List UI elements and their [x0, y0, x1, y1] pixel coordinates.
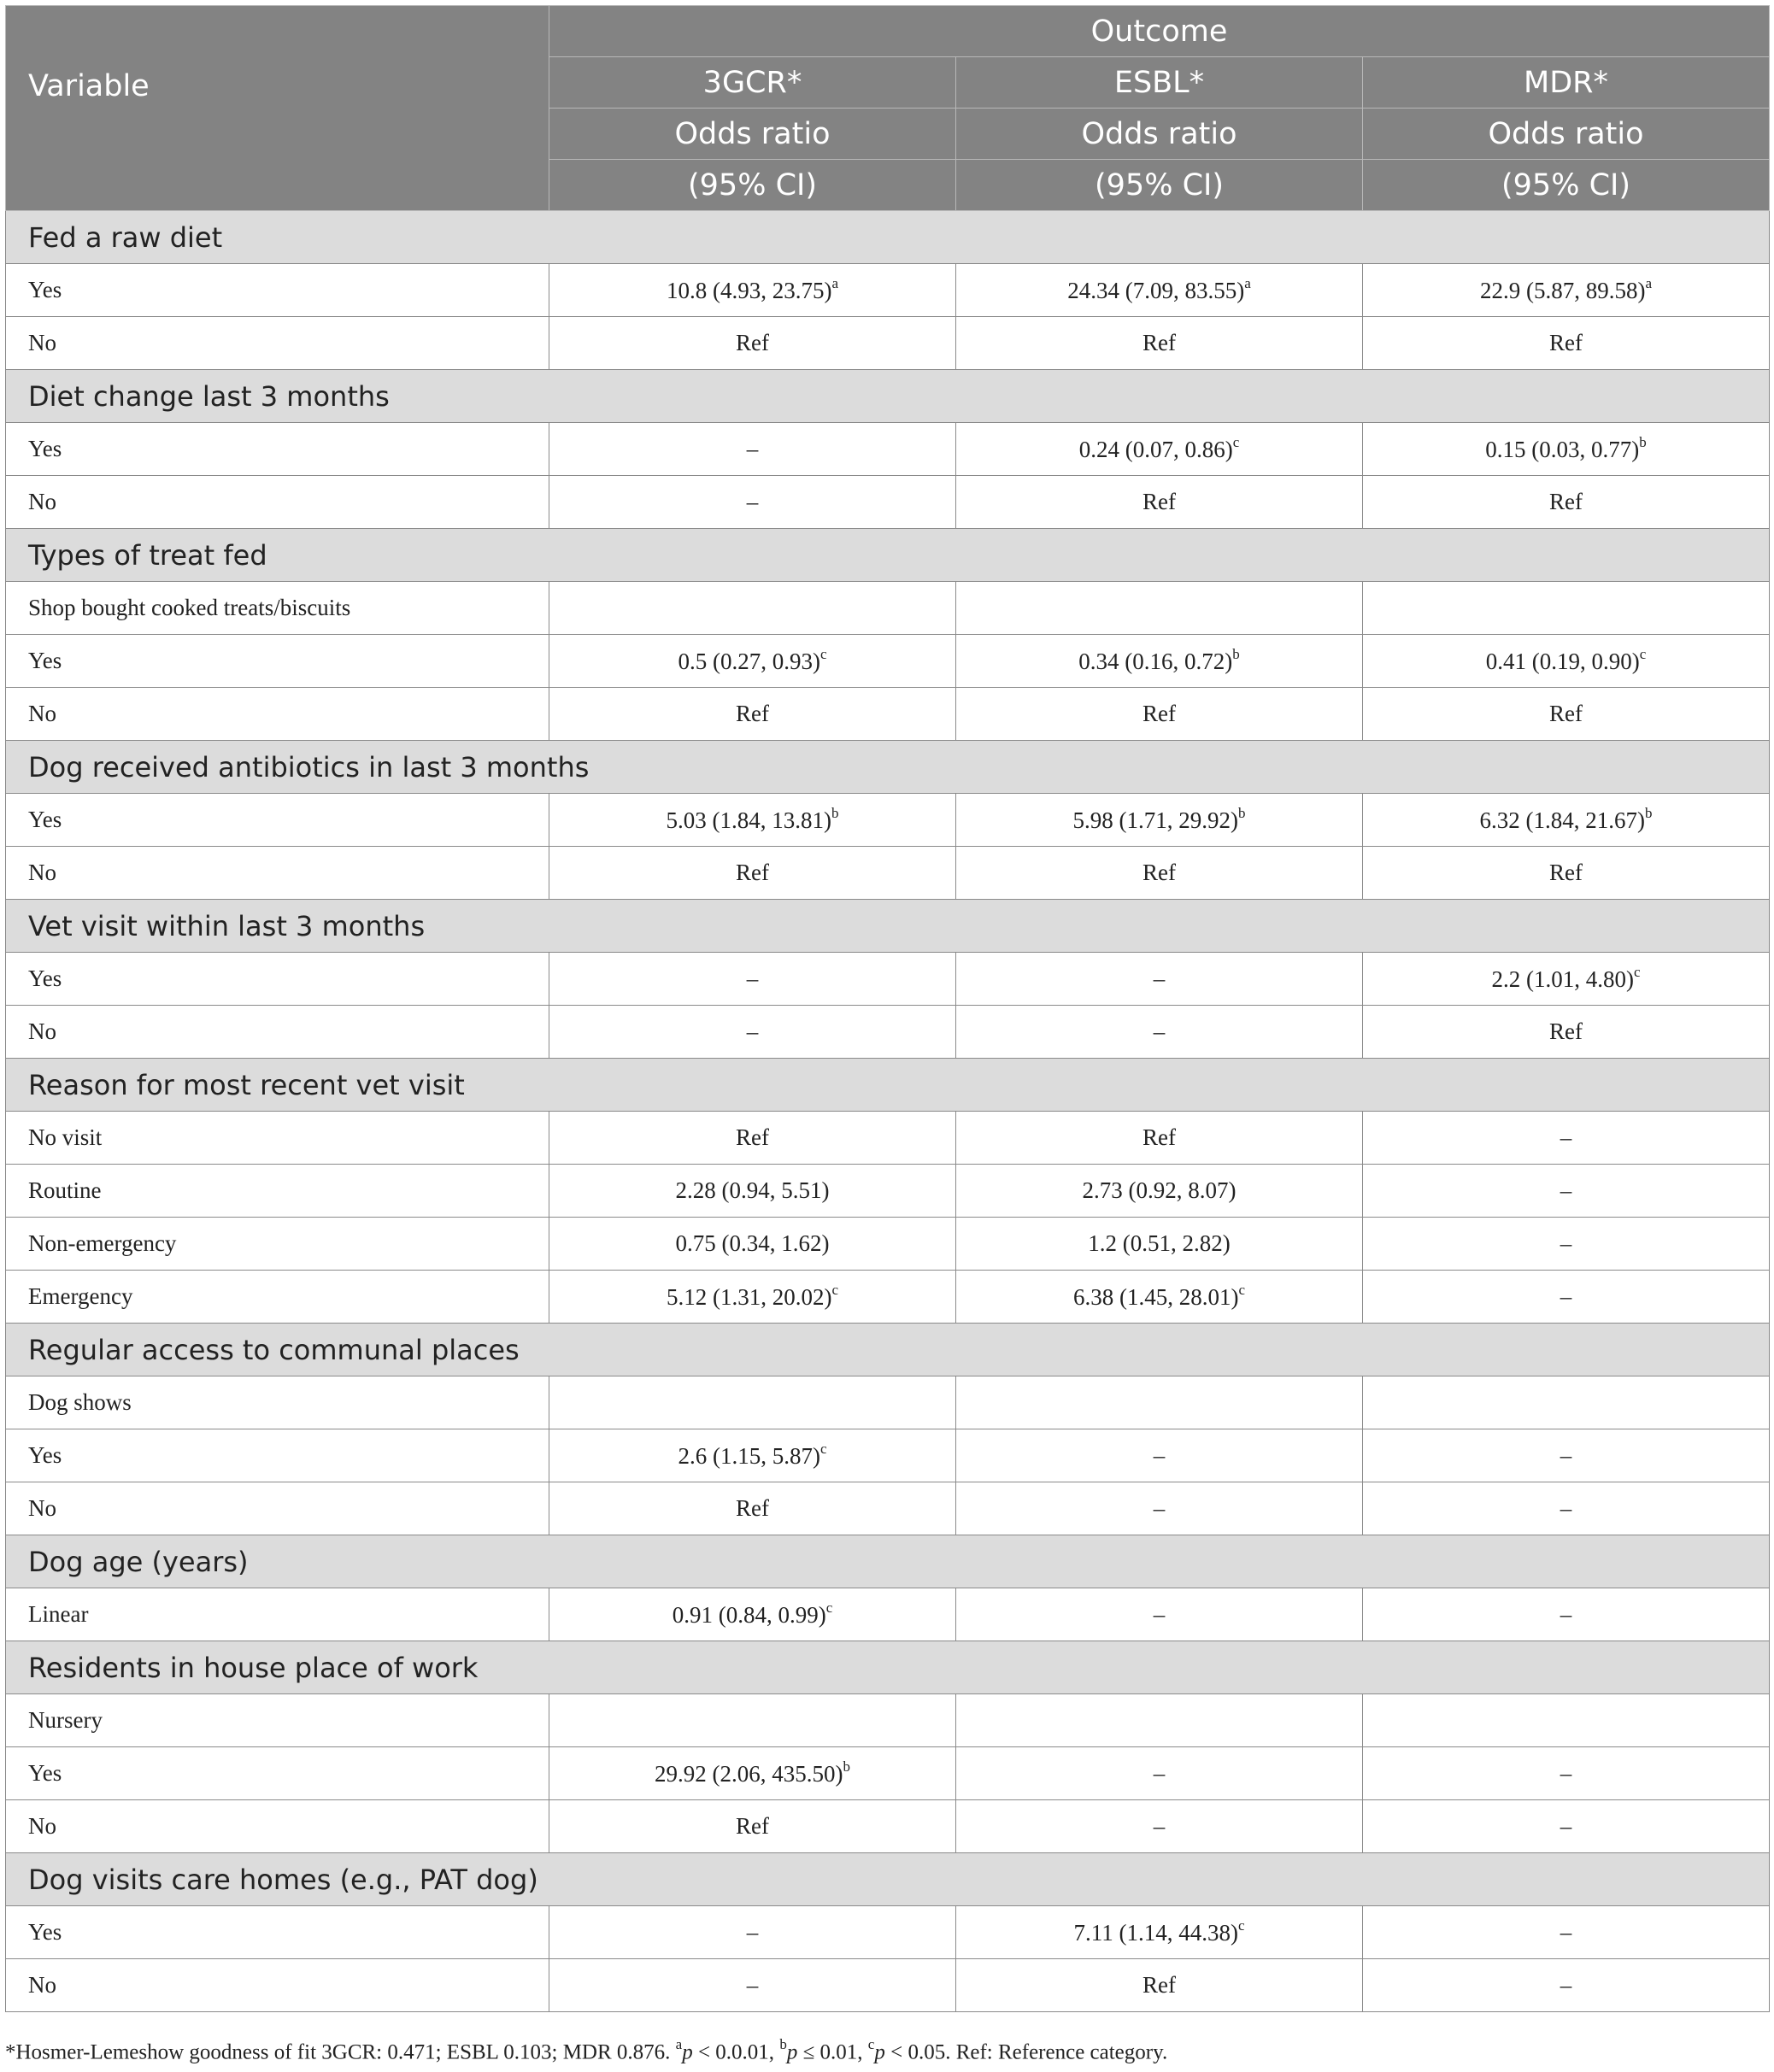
cell-value: 0.75 (0.34, 1.62) [675, 1230, 830, 1256]
cell-value: 6.32 (1.84, 21.67) [1479, 807, 1645, 833]
table-cell [549, 1165, 956, 1218]
table-row [6, 1218, 1770, 1271]
row-label: Nursery [6, 1694, 549, 1747]
row-label: Yes [6, 1747, 549, 1800]
cell-value: Ref [1143, 701, 1176, 726]
footnote-p: p [682, 2040, 693, 2064]
footnote-text: < 0.0.01, [692, 2040, 780, 2064]
significance-marker: b [831, 804, 839, 821]
section-row [6, 1535, 1770, 1588]
table-cell [1363, 317, 1770, 370]
section-label: Residents in house place of work [6, 1641, 1770, 1694]
cell-value: Ref [736, 701, 769, 726]
cell-value: 29.92 (2.06, 435.50) [655, 1760, 843, 1787]
cell-value: 2.73 (0.92, 8.07) [1082, 1177, 1237, 1203]
table-row [6, 794, 1770, 847]
cell-value: – [1560, 1601, 1572, 1627]
column-header-mdr: MDR* [1363, 57, 1770, 109]
table-row [6, 423, 1770, 476]
row-label: Yes [6, 635, 549, 688]
table-row [6, 476, 1770, 529]
row-label: No [6, 1006, 549, 1059]
table-cell [956, 847, 1363, 900]
cell-value: Ref [1549, 860, 1583, 885]
cell-value: – [746, 1919, 759, 1945]
cell-value: 5.12 (1.31, 20.02) [666, 1283, 832, 1310]
cell-value: – [746, 436, 759, 461]
row-label: No [6, 847, 549, 900]
cell-value: Ref [736, 1495, 769, 1521]
table-cell [1363, 1694, 1770, 1747]
significance-marker: c [1633, 963, 1641, 980]
cell-value: 0.15 (0.03, 0.77) [1485, 436, 1640, 462]
section-row [6, 741, 1770, 794]
table-row [6, 1429, 1770, 1482]
table-row [6, 264, 1770, 317]
column-header-esbl: ESBL* [956, 57, 1363, 109]
table-cell [549, 264, 956, 317]
row-label: No [6, 688, 549, 741]
table-cell [956, 1271, 1363, 1324]
table-row [6, 1747, 1770, 1800]
cell-value: 6.38 (1.45, 28.01) [1072, 1283, 1239, 1310]
table-cell [549, 1959, 956, 2012]
table-row [6, 1906, 1770, 1959]
table-row [6, 953, 1770, 1006]
table-cell [1363, 1906, 1770, 1959]
table-cell [956, 582, 1363, 635]
table-row [6, 847, 1770, 900]
footnote-p: p [874, 2040, 885, 2064]
ci-label: (95% CI) [549, 160, 956, 211]
table-cell [956, 1429, 1363, 1482]
table-cell [1363, 1959, 1770, 2012]
row-label: No [6, 1959, 549, 2012]
row-label: Yes [6, 264, 549, 317]
cell-value: Ref [1549, 1018, 1583, 1044]
section-row [6, 211, 1770, 264]
table-cell [1363, 1747, 1770, 1800]
cell-value: 0.34 (0.16, 0.72) [1078, 648, 1233, 674]
table-row [6, 1165, 1770, 1218]
cell-value: 7.11 (1.14, 44.38) [1073, 1919, 1238, 1946]
cell-value: 10.8 (4.93, 23.75) [666, 277, 832, 303]
cell-value: – [1153, 966, 1166, 991]
significance-marker: a [831, 274, 839, 291]
cell-value: 5.98 (1.71, 29.92) [1072, 807, 1238, 833]
row-label: Shop bought cooked treats/biscuits [6, 582, 549, 635]
footnote-text: *Hosmer-Lemeshow goodness of fit 3GCR: 0.471; ESBL 0.103; MDR 0.876. [5, 2040, 676, 2064]
table-cell [956, 1588, 1363, 1641]
table-cell [1363, 1165, 1770, 1218]
table-cell [549, 1112, 956, 1165]
table-cell [1363, 953, 1770, 1006]
significance-marker: b [1232, 645, 1240, 662]
significance-marker: b [843, 1758, 850, 1775]
significance-marker: c [1639, 645, 1647, 662]
row-label: No [6, 476, 549, 529]
measure-label: Odds ratio [1363, 109, 1770, 160]
cell-value: Ref [1143, 860, 1176, 885]
row-label: Yes [6, 1429, 549, 1482]
table-cell [1363, 582, 1770, 635]
table-cell [956, 1112, 1363, 1165]
row-label: Routine [6, 1165, 549, 1218]
table-cell [956, 1959, 1363, 2012]
cell-value: – [1560, 1177, 1572, 1203]
table-cell [1363, 1482, 1770, 1535]
table-cell [956, 264, 1363, 317]
significance-marker: c [819, 645, 827, 662]
row-label: Yes [6, 794, 549, 847]
table-row [6, 1006, 1770, 1059]
table-cell [549, 1906, 956, 1959]
table-cell [549, 317, 956, 370]
section-label: Reason for most recent vet visit [6, 1059, 1770, 1112]
table-cell [956, 1218, 1363, 1271]
table-row [6, 1694, 1770, 1747]
table-cell [549, 423, 956, 476]
table-cell [956, 1747, 1363, 1800]
table-cell [549, 1271, 956, 1324]
table-cell [549, 476, 956, 529]
table-row [6, 1271, 1770, 1324]
row-label: No visit [6, 1112, 549, 1165]
significance-marker: b [1645, 804, 1653, 821]
significance-marker: a [1645, 274, 1653, 291]
row-label: No [6, 1800, 549, 1853]
odds-ratio-table [5, 5, 1770, 2012]
table-cell [1363, 847, 1770, 900]
cell-value: – [1153, 1442, 1166, 1468]
variable-header: Variable [6, 6, 549, 211]
table-cell [549, 688, 956, 741]
cell-value: 0.41 (0.19, 0.90) [1485, 648, 1640, 674]
column-header-3gcr: 3GCR* [549, 57, 956, 109]
table-cell [549, 1429, 956, 1482]
cell-value: – [746, 1018, 759, 1044]
table-cell [956, 423, 1363, 476]
table-cell [956, 635, 1363, 688]
cell-value: 1.2 (0.51, 2.82) [1088, 1230, 1231, 1256]
significance-marker: b [1639, 433, 1647, 450]
section-row [6, 370, 1770, 423]
cell-value: – [1153, 1601, 1166, 1627]
footnote-text: < 0.05. Ref: Reference category. [884, 2040, 1168, 2064]
table-cell [1363, 476, 1770, 529]
table-cell [1363, 1112, 1770, 1165]
table-cell [1363, 1006, 1770, 1059]
table-cell [1363, 688, 1770, 741]
cell-value: – [1153, 1018, 1166, 1044]
table-cell [1363, 1429, 1770, 1482]
table-cell [549, 847, 956, 900]
ci-label: (95% CI) [1363, 160, 1770, 211]
significance-marker: c [819, 1440, 827, 1457]
significance-marker: c [1232, 433, 1240, 450]
section-row [6, 900, 1770, 953]
row-label: No [6, 317, 549, 370]
section-row [6, 1641, 1770, 1694]
row-label: Non-emergency [6, 1218, 549, 1271]
table-cell [956, 1165, 1363, 1218]
measure-label: Odds ratio [956, 109, 1363, 160]
cell-value: – [1560, 1495, 1572, 1521]
table-row [6, 582, 1770, 635]
row-label: Emergency [6, 1271, 549, 1324]
cell-value: – [746, 966, 759, 991]
table-cell [549, 794, 956, 847]
cell-value: 0.5 (0.27, 0.93) [678, 648, 820, 674]
table-cell [1363, 1218, 1770, 1271]
table-cell [549, 1800, 956, 1853]
section-label: Fed a raw diet [6, 211, 1770, 264]
table-cell [549, 582, 956, 635]
table-cell [549, 1694, 956, 1747]
table-cell [956, 1376, 1363, 1429]
section-row [6, 529, 1770, 582]
cell-value: 2.28 (0.94, 5.51) [675, 1177, 830, 1203]
table-row [6, 1112, 1770, 1165]
section-label: Dog received antibiotics in last 3 months [6, 741, 1770, 794]
cell-value: Ref [736, 860, 769, 885]
row-label: Yes [6, 1906, 549, 1959]
row-label: Yes [6, 423, 549, 476]
table-cell [1363, 1376, 1770, 1429]
table-cell [549, 1588, 956, 1641]
table-cell [549, 953, 956, 1006]
table-body [6, 211, 1770, 2012]
row-label: No [6, 1482, 549, 1535]
table-cell [956, 1694, 1363, 1747]
table-cell [956, 1006, 1363, 1059]
cell-value: – [1560, 1972, 1572, 1998]
table-cell [956, 476, 1363, 529]
cell-value: Ref [1143, 1972, 1176, 1998]
footnote-sup-c: c [867, 2036, 875, 2052]
table-row [6, 1376, 1770, 1429]
footnote-sup-b: b [779, 2036, 787, 2052]
table-header [6, 6, 1770, 211]
table-cell [956, 794, 1363, 847]
table-row [6, 1588, 1770, 1641]
cell-value: 0.91 (0.84, 0.99) [672, 1601, 826, 1628]
footnote [5, 2038, 1167, 2064]
table-cell [1363, 264, 1770, 317]
outcome-header: Outcome [549, 6, 1770, 57]
cell-value: 24.34 (7.09, 83.55) [1067, 277, 1245, 303]
cell-value: – [1560, 1813, 1572, 1839]
table-cell [1363, 423, 1770, 476]
cell-value: 0.24 (0.07, 0.86) [1078, 436, 1233, 462]
cell-value: – [1153, 1813, 1166, 1839]
table-row [6, 688, 1770, 741]
cell-value: – [1153, 1495, 1166, 1521]
table-cell [1363, 635, 1770, 688]
ci-label: (95% CI) [956, 160, 1363, 211]
cell-value: – [1560, 1442, 1572, 1468]
section-label: Dog visits care homes (e.g., PAT dog) [6, 1853, 1770, 1906]
cell-value: Ref [1549, 489, 1583, 514]
cell-value: – [746, 489, 759, 514]
cell-value: – [1560, 1760, 1572, 1786]
table-row [6, 317, 1770, 370]
cell-value: – [1153, 1760, 1166, 1786]
row-label: Yes [6, 953, 549, 1006]
section-label: Dog age (years) [6, 1535, 1770, 1588]
cell-value: Ref [1143, 330, 1176, 355]
cell-value: – [1560, 1919, 1572, 1945]
table-cell [549, 635, 956, 688]
table-cell [1363, 1800, 1770, 1853]
table-cell [956, 317, 1363, 370]
significance-marker: c [1238, 1281, 1246, 1298]
table-cell [956, 1482, 1363, 1535]
cell-value: Ref [1143, 1124, 1176, 1150]
section-label: Regular access to communal places [6, 1324, 1770, 1376]
cell-value: Ref [736, 1124, 769, 1150]
table-cell [549, 1747, 956, 1800]
significance-marker: b [1237, 804, 1246, 821]
cell-value: 5.03 (1.84, 13.81) [666, 807, 831, 833]
table-cell [1363, 794, 1770, 847]
cell-value: Ref [1549, 701, 1583, 726]
table-cell [549, 1218, 956, 1271]
cell-value: Ref [736, 1813, 769, 1839]
cell-value: 22.9 (5.87, 89.58) [1479, 277, 1646, 303]
section-label: Diet change last 3 months [6, 370, 1770, 423]
cell-value: – [746, 1972, 759, 1998]
table-cell [549, 1482, 956, 1535]
table-cell [956, 953, 1363, 1006]
table-row [6, 1959, 1770, 2012]
footnote-sup-a: a [675, 2036, 683, 2052]
table-row [6, 635, 1770, 688]
significance-marker: c [1237, 1916, 1245, 1934]
cell-value: Ref [1143, 489, 1176, 514]
cell-value: – [1560, 1230, 1572, 1256]
table-cell [549, 1376, 956, 1429]
significance-marker: c [825, 1599, 833, 1616]
table-row [6, 1800, 1770, 1853]
cell-value: 2.6 (1.15, 5.87) [678, 1442, 820, 1469]
table-cell [956, 688, 1363, 741]
footnote-p: p [786, 2040, 798, 2064]
cell-value: Ref [1549, 330, 1583, 355]
footnote-text: ≤ 0.01, [797, 2040, 868, 2064]
table-cell [1363, 1588, 1770, 1641]
table-row [6, 1482, 1770, 1535]
significance-marker: a [1244, 274, 1251, 291]
section-row [6, 1853, 1770, 1906]
section-row [6, 1324, 1770, 1376]
table-cell [549, 1006, 956, 1059]
cell-value: – [1560, 1124, 1572, 1150]
row-label: Dog shows [6, 1376, 549, 1429]
section-label: Vet visit within last 3 months [6, 900, 1770, 953]
cell-value: 2.2 (1.01, 4.80) [1491, 966, 1634, 992]
cell-value: Ref [736, 330, 769, 355]
measure-label: Odds ratio [549, 109, 956, 160]
section-label: Types of treat fed [6, 529, 1770, 582]
cell-value: – [1560, 1283, 1572, 1309]
table-cell [1363, 1271, 1770, 1324]
section-row [6, 1059, 1770, 1112]
significance-marker: c [831, 1281, 839, 1298]
table-cell [956, 1800, 1363, 1853]
table-cell [956, 1906, 1363, 1959]
row-label: Linear [6, 1588, 549, 1641]
